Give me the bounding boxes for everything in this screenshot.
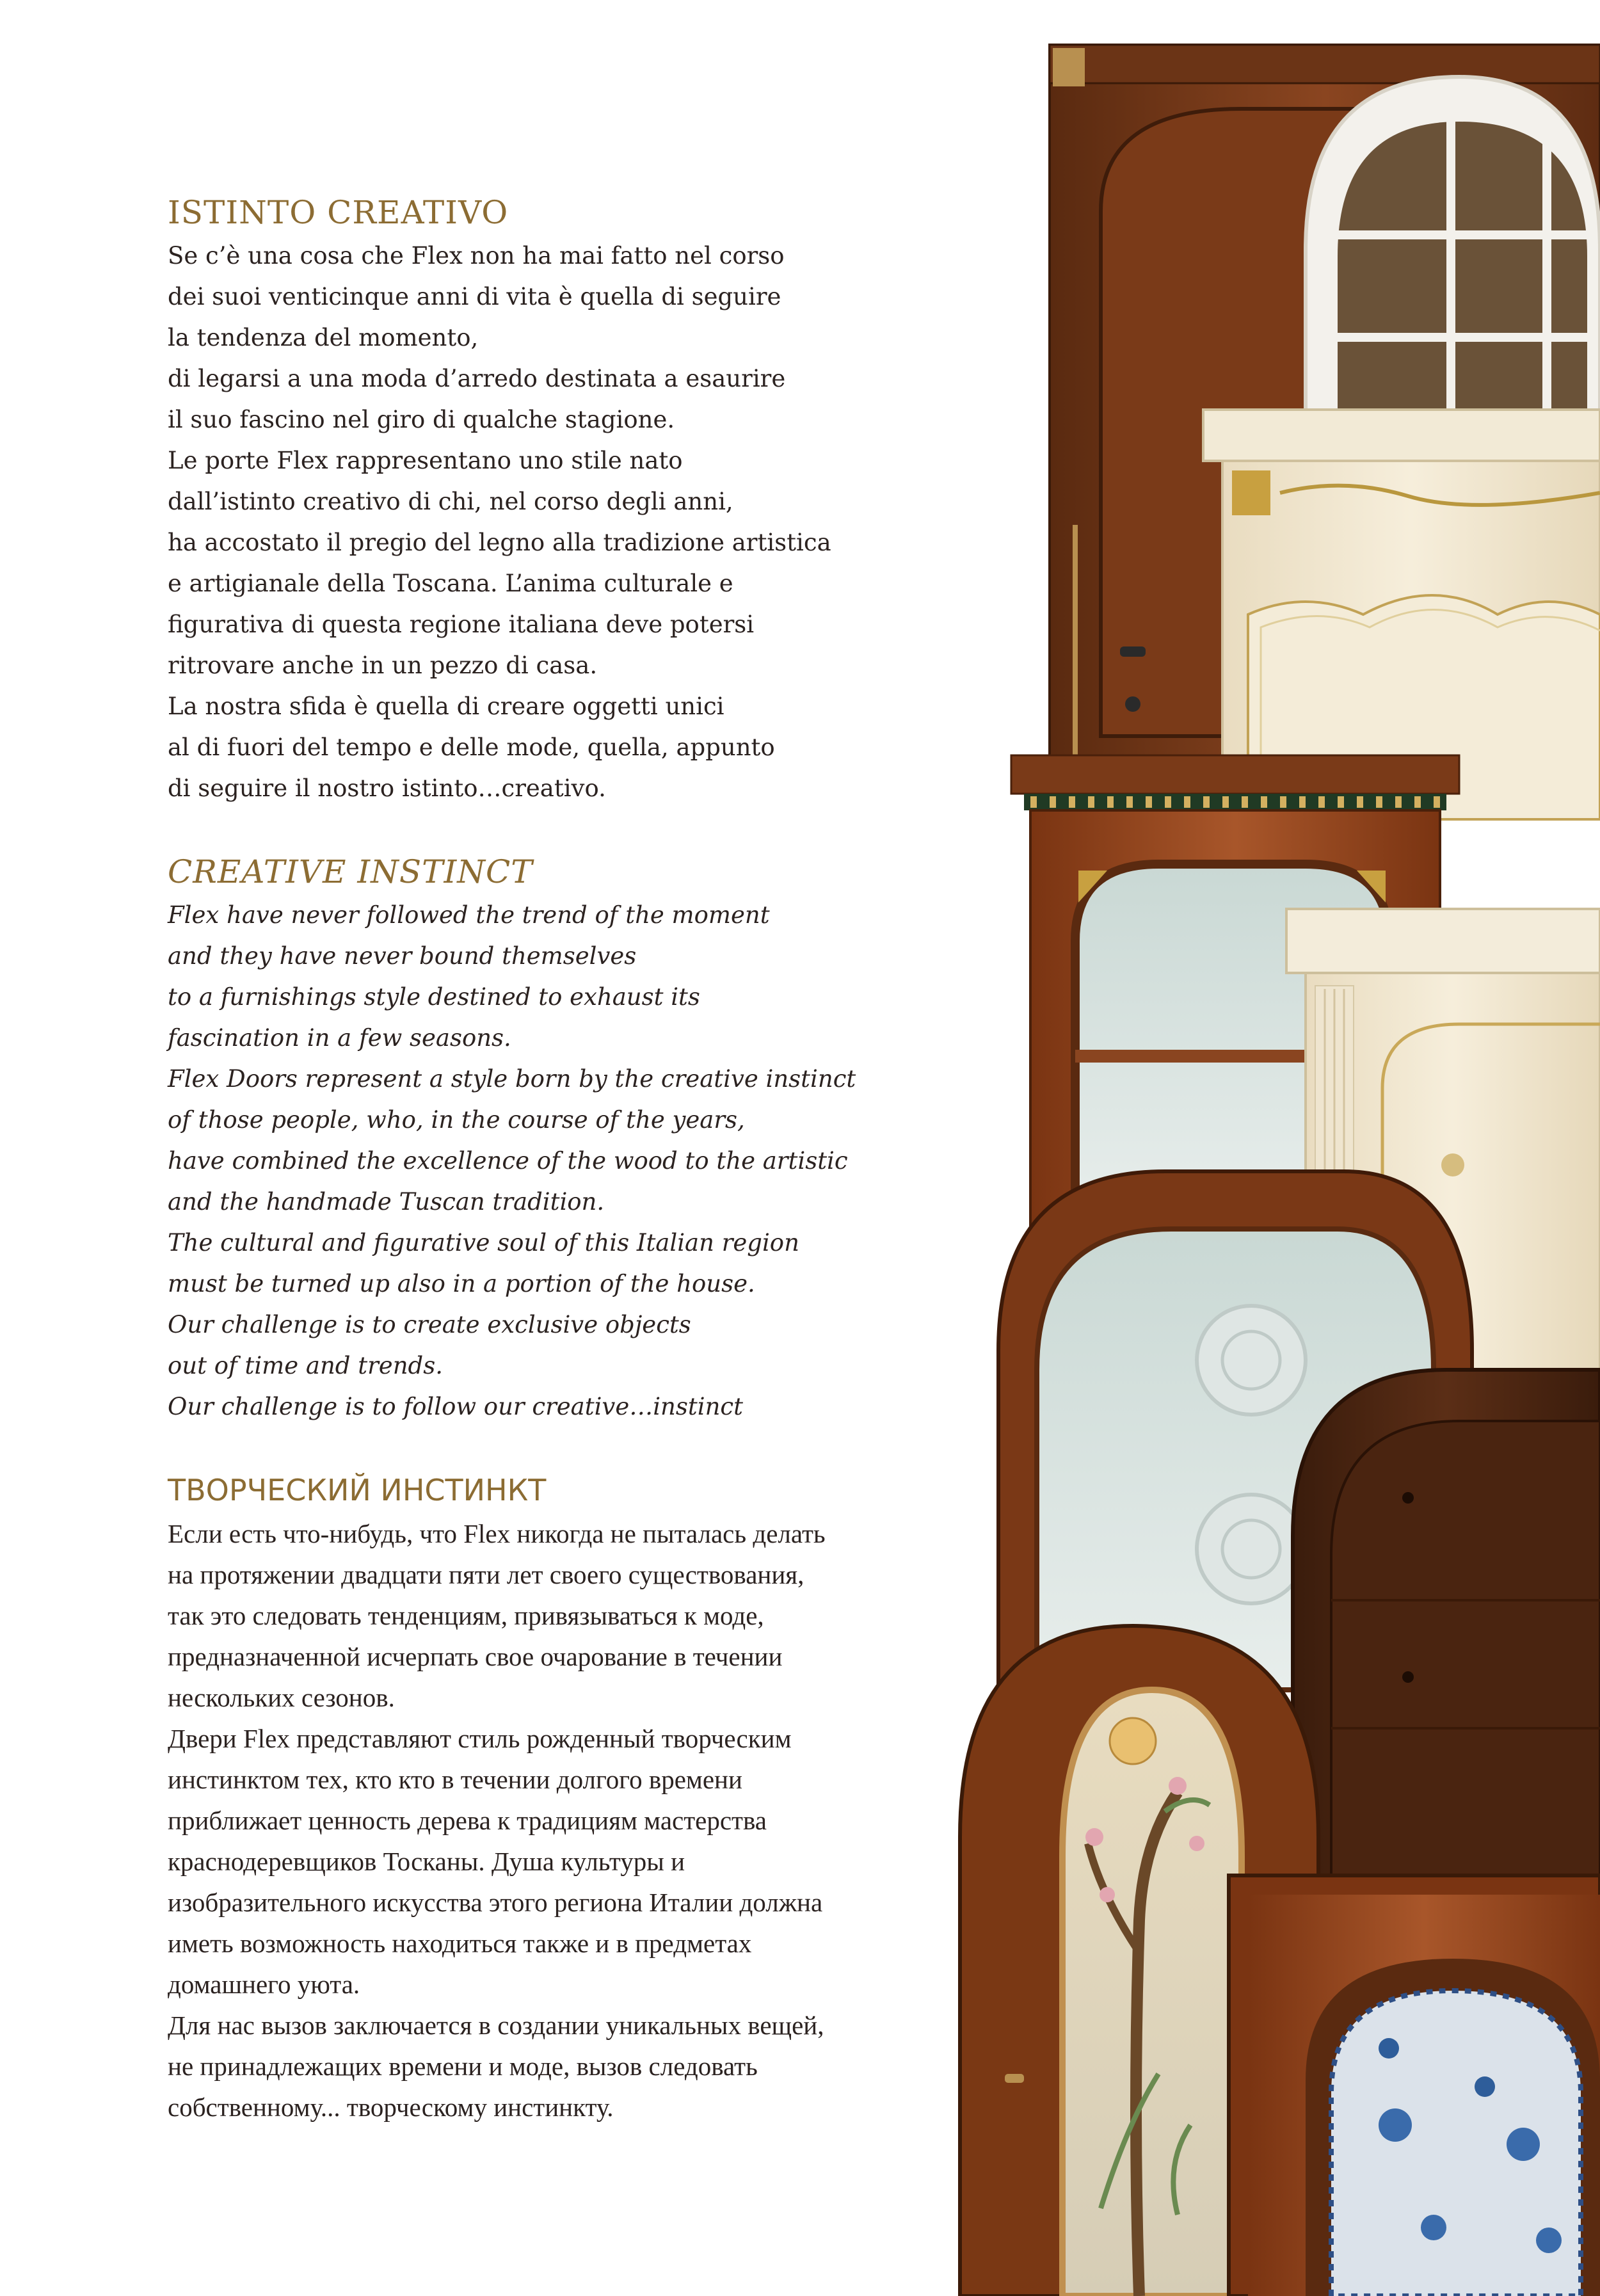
text-line: приближает ценность дерева к традициям мастерства bbox=[168, 1806, 767, 1835]
text-line: на протяжении двадцати пяти лет своего существования, bbox=[168, 1560, 804, 1589]
section-title-italian: ISTINTO CREATIVO bbox=[168, 194, 509, 231]
text-line: не принадлежащих времени и моде, вызов следовать bbox=[168, 2051, 758, 2081]
text-line: Для нас вызов заключается в создании уникальных вещей, bbox=[168, 2011, 824, 2040]
text-line: di legarsi a una moda d’arredo destinata a esaurire bbox=[168, 365, 786, 392]
paragraph-russian bbox=[168, 1513, 923, 2128]
section-title-russian: ТВОРЧЕСКИЙ ИНСТИНКТ bbox=[168, 1473, 547, 1507]
text-line: la tendenza del momento, bbox=[168, 324, 479, 351]
text-line: Двери Flex представляют стиль рожденный творческим bbox=[168, 1724, 792, 1753]
text-line: нескольких сезонов. bbox=[168, 1683, 395, 1712]
text-line: must be turned up also in a portion of the house. bbox=[168, 1270, 755, 1297]
text-line: Our challenge is to create exclusive objects bbox=[168, 1311, 691, 1338]
text-line: dall’istinto creativo di chi, nel corso degli anni, bbox=[168, 488, 733, 515]
door-collage-illustration bbox=[947, 0, 1600, 2296]
section-english bbox=[168, 849, 923, 1427]
text-line: have combined the excellence of the wood to the artistic bbox=[168, 1147, 848, 1175]
text-line: изобразительного искусства этого региона Италии должна bbox=[168, 1888, 823, 1917]
text-line: инстинктом тех, кто кто в течении долгого времени bbox=[168, 1765, 742, 1794]
text-column bbox=[168, 189, 923, 2128]
door-collage-svg bbox=[947, 0, 1600, 2296]
white-arched-window-door bbox=[1306, 77, 1600, 435]
text-line: The cultural and figurative soul of this Italian region bbox=[168, 1229, 799, 1256]
section-italian bbox=[168, 189, 923, 809]
text-line: il suo fascino nel giro di qualche stagione. bbox=[168, 406, 675, 433]
text-line: так это следовать тенденциям, привязываться к моде, bbox=[168, 1601, 764, 1630]
section-title-english: CREATIVE INSTINCT bbox=[168, 853, 533, 890]
paragraph-english bbox=[168, 895, 923, 1427]
text-line: ritrovare anche in un pezzo di casa. bbox=[168, 652, 598, 679]
section-spacer bbox=[168, 809, 923, 849]
text-line: figurativa di questa regione italiana deve potersi bbox=[168, 611, 755, 638]
text-line: ha accostato il pregio del legno alla tradizione artistica bbox=[168, 529, 831, 556]
text-line: Flex Doors represent a style born by the creative instinct bbox=[168, 1065, 856, 1093]
text-line: собственному... творческому инстинкту. bbox=[168, 2092, 614, 2122]
text-line: краснодеревщиков Тосканы. Душа культуры и bbox=[168, 1847, 685, 1876]
text-line: домашнего уюта. bbox=[168, 1970, 360, 1999]
text-line: out of time and trends. bbox=[168, 1352, 443, 1379]
text-line: Le porte Flex rappresentano uno stile nato bbox=[168, 447, 683, 474]
text-line: of those people, who, in the course of the years, bbox=[168, 1106, 745, 1134]
text-line: and they have never bound themselves bbox=[168, 942, 637, 970]
text-line: al di fuori del tempo e delle mode, quella, appunto bbox=[168, 734, 775, 761]
section-spacer bbox=[168, 1427, 923, 1467]
text-line: Flex have never followed the trend of the moment bbox=[168, 901, 770, 929]
text-line: fascination in a few seasons. bbox=[168, 1024, 511, 1052]
text-line: предназначенной исчерпать свое очарование в течении bbox=[168, 1642, 783, 1671]
section-russian bbox=[168, 1467, 923, 2128]
text-line: dei suoi venticinque anni di vita è quella di seguire bbox=[168, 283, 781, 310]
text-line: Если есть что-нибудь, что Flex никогда не пыталась делать bbox=[168, 1519, 826, 1548]
text-line: di seguire il nostro istinto…creativo. bbox=[168, 775, 606, 802]
paragraph-italian bbox=[168, 236, 923, 809]
text-line: Se c’è una cosa che Flex non ha mai fatto nel corso bbox=[168, 242, 785, 269]
text-line: La nostra sfida è quella di creare oggetti unici bbox=[168, 693, 724, 720]
text-line: and the handmade Tuscan tradition. bbox=[168, 1188, 605, 1216]
blue-flower-glass-door bbox=[1229, 1875, 1600, 2296]
text-line: e artigianale della Toscana. L’anima culturale e bbox=[168, 570, 733, 597]
text-line: Our challenge is to follow our creative…instinct bbox=[168, 1393, 743, 1420]
text-line: иметь возможность находиться также и в предметах bbox=[168, 1929, 752, 1958]
text-line: to a furnishings style destined to exhaust its bbox=[168, 983, 700, 1011]
